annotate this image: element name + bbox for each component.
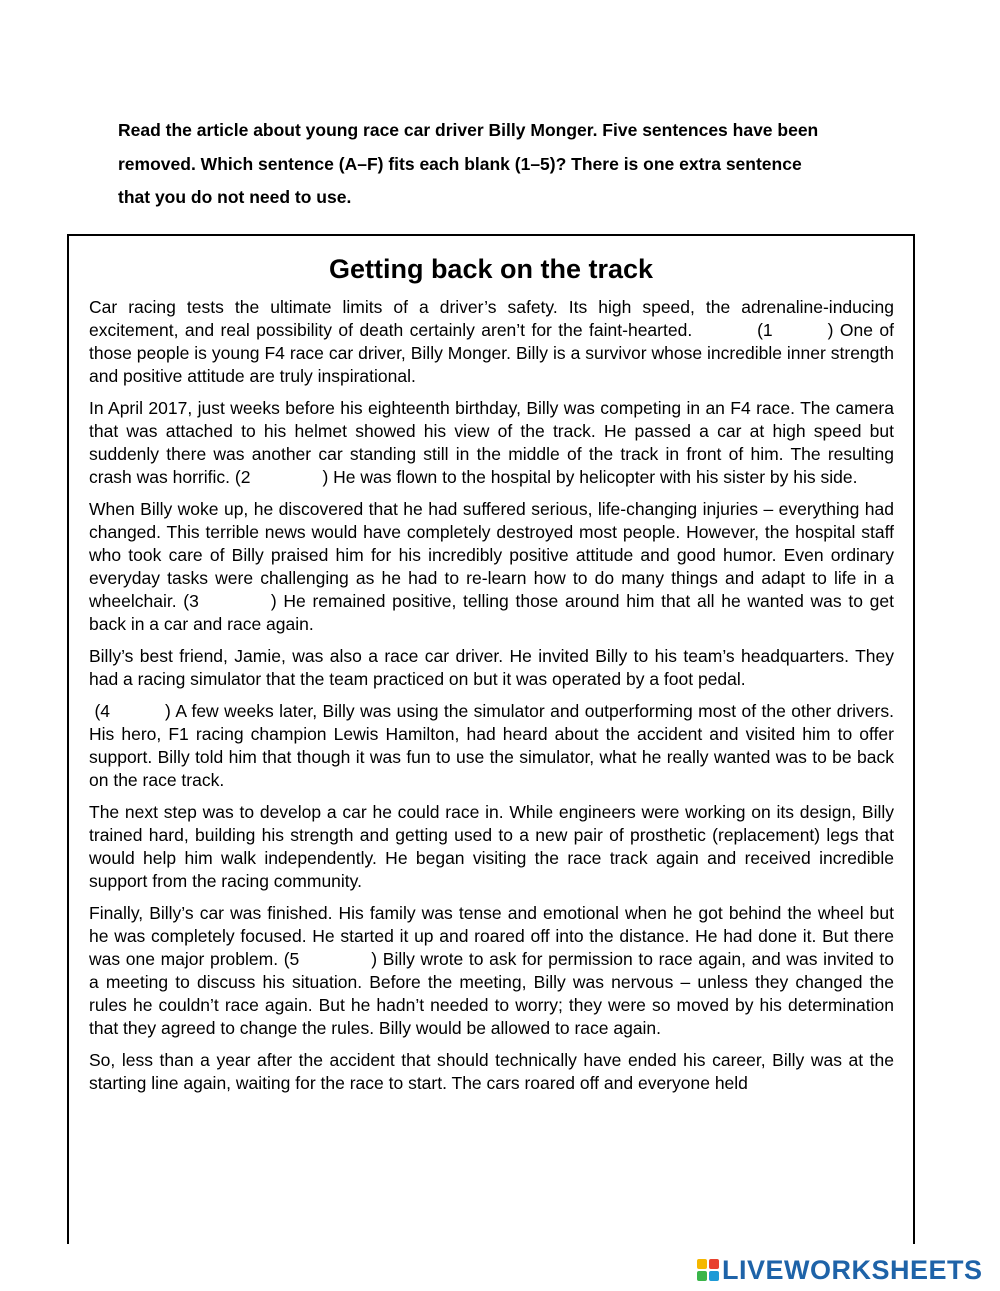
blank-5-open: (5: [283, 949, 300, 969]
instructions-line-1: Read the article about young race car driver Billy Monger. Five sentences have been: [118, 120, 819, 140]
blank-2-close: ): [322, 467, 329, 487]
paragraph-7-text-a: Finally, Billy’s car was finished. His family was tense and emotional when he got behind the wheel but he was completely focused. He started it up and roared off into the distance. He had done it. But there was one major problem.: [89, 903, 894, 969]
blank-4-close: ): [165, 701, 171, 721]
paragraph-2: [89, 397, 894, 489]
blank-4-open: (4: [94, 701, 110, 721]
paragraph-3: [89, 498, 894, 636]
blank-5-close: ): [371, 949, 378, 969]
paragraph-7-text-b: Billy wrote to ask for permission to race again, and was invited to a meeting to discuss his situation. Before the meeting, Billy was nervous – unless they changed the rules he couldn’t race again. But he hadn’t needed to worry; they were so moved by his determination that they agreed to change the rules. Billy would be allowed to race again.: [89, 949, 894, 1038]
article-body: [89, 296, 894, 1104]
paragraph-1-text-a: Car racing tests the ultimate limits of a driver’s safety. Its high speed, the adrenaline-inducing excitement, and real possibility of death certainly aren’t for the faint-hearted.: [89, 297, 894, 340]
blank-3-close: ): [270, 591, 277, 611]
instructions-line-2: removed. Which sentence (A–F) fits each blank (1–5)? There is one extra sentence: [118, 153, 802, 174]
paragraph-2-text-b: He was flown to the hospital by helicopter with his sister by his side.: [333, 467, 858, 487]
blank-2-open: (2: [234, 467, 251, 487]
paragraph-8: So, less than a year after the accident that should technically have ended his career, Billy was at the starting line again, waiting for the race to start. The cars roared off and everyone held: [89, 1050, 894, 1093]
blank-3-open: (3: [183, 591, 199, 611]
paragraph-4: Billy’s best friend, Jamie, was also a race car driver. He invited Billy to his team’s headquarters. They had a racing simulator that the team practiced on but it was operated by a foot pedal.: [89, 646, 894, 689]
blank-1-close: ): [827, 320, 834, 340]
article-box: [67, 234, 915, 1244]
paragraph-3-text-a: When Billy woke up, he discovered that he had suffered serious, life-changing injuries – everything had changed. This terrible news would have completely destroyed most people. However, the hospital staff who took care of Billy praised him for his incredibly positive attitude and good humor. Even ordinary everyday tasks were challenging as he had to re-learn how to do many things and adapt to life in a wheelchair.: [89, 499, 894, 611]
paragraph-5: [89, 700, 894, 792]
liveworksheets-logo-icon: [697, 1259, 719, 1281]
paragraph-1: [89, 296, 894, 388]
paragraph-7: [89, 902, 894, 1040]
instructions-line-3: that you do not need to use.: [118, 187, 352, 207]
liveworksheets-logo: [697, 1256, 983, 1284]
instructions: [118, 114, 918, 215]
paragraph-1-text-b: One of those people is young F4 race car driver, Billy Monger. Billy is a survivor whose incredible inner strength and positive attitude are truly inspirational.: [89, 320, 894, 386]
blank-1-open: (1: [757, 320, 773, 340]
paragraph-3-text-b: He remained positive, telling those around him that all he wanted was to get back in a car and race again.: [89, 591, 894, 634]
liveworksheets-logo-text: LIVEWORKSHEETS: [722, 1254, 983, 1285]
article-title: Getting back on the track: [328, 254, 654, 284]
paragraph-2-text-a: In April 2017, just weeks before his eighteenth birthday, Billy was competing in an F4 race. The camera that was attached to his helmet showed his view of the track. He passed a car at high speed but suddenly there was another car standing still in the middle of the track in front of him. The resulting crash was horrific.: [89, 398, 894, 487]
paragraph-6: The next step was to develop a car he could race in. While engineers were working on its design, Billy trained hard, building his strength and getting used to a new pair of prosthetic (replacement) legs that would help him walk independently. He began visiting the race track again and received incredible support from the racing community.: [89, 802, 894, 891]
paragraph-5-text: A few weeks later, Billy was using the simulator and outperforming most of the other drivers. His hero, F1 racing champion Lewis Hamilton, had heard about the accident and visited him to offer support. Billy told him that though it was fun to use the simulator, what he really wanted was to be back on the race track.: [89, 701, 894, 790]
